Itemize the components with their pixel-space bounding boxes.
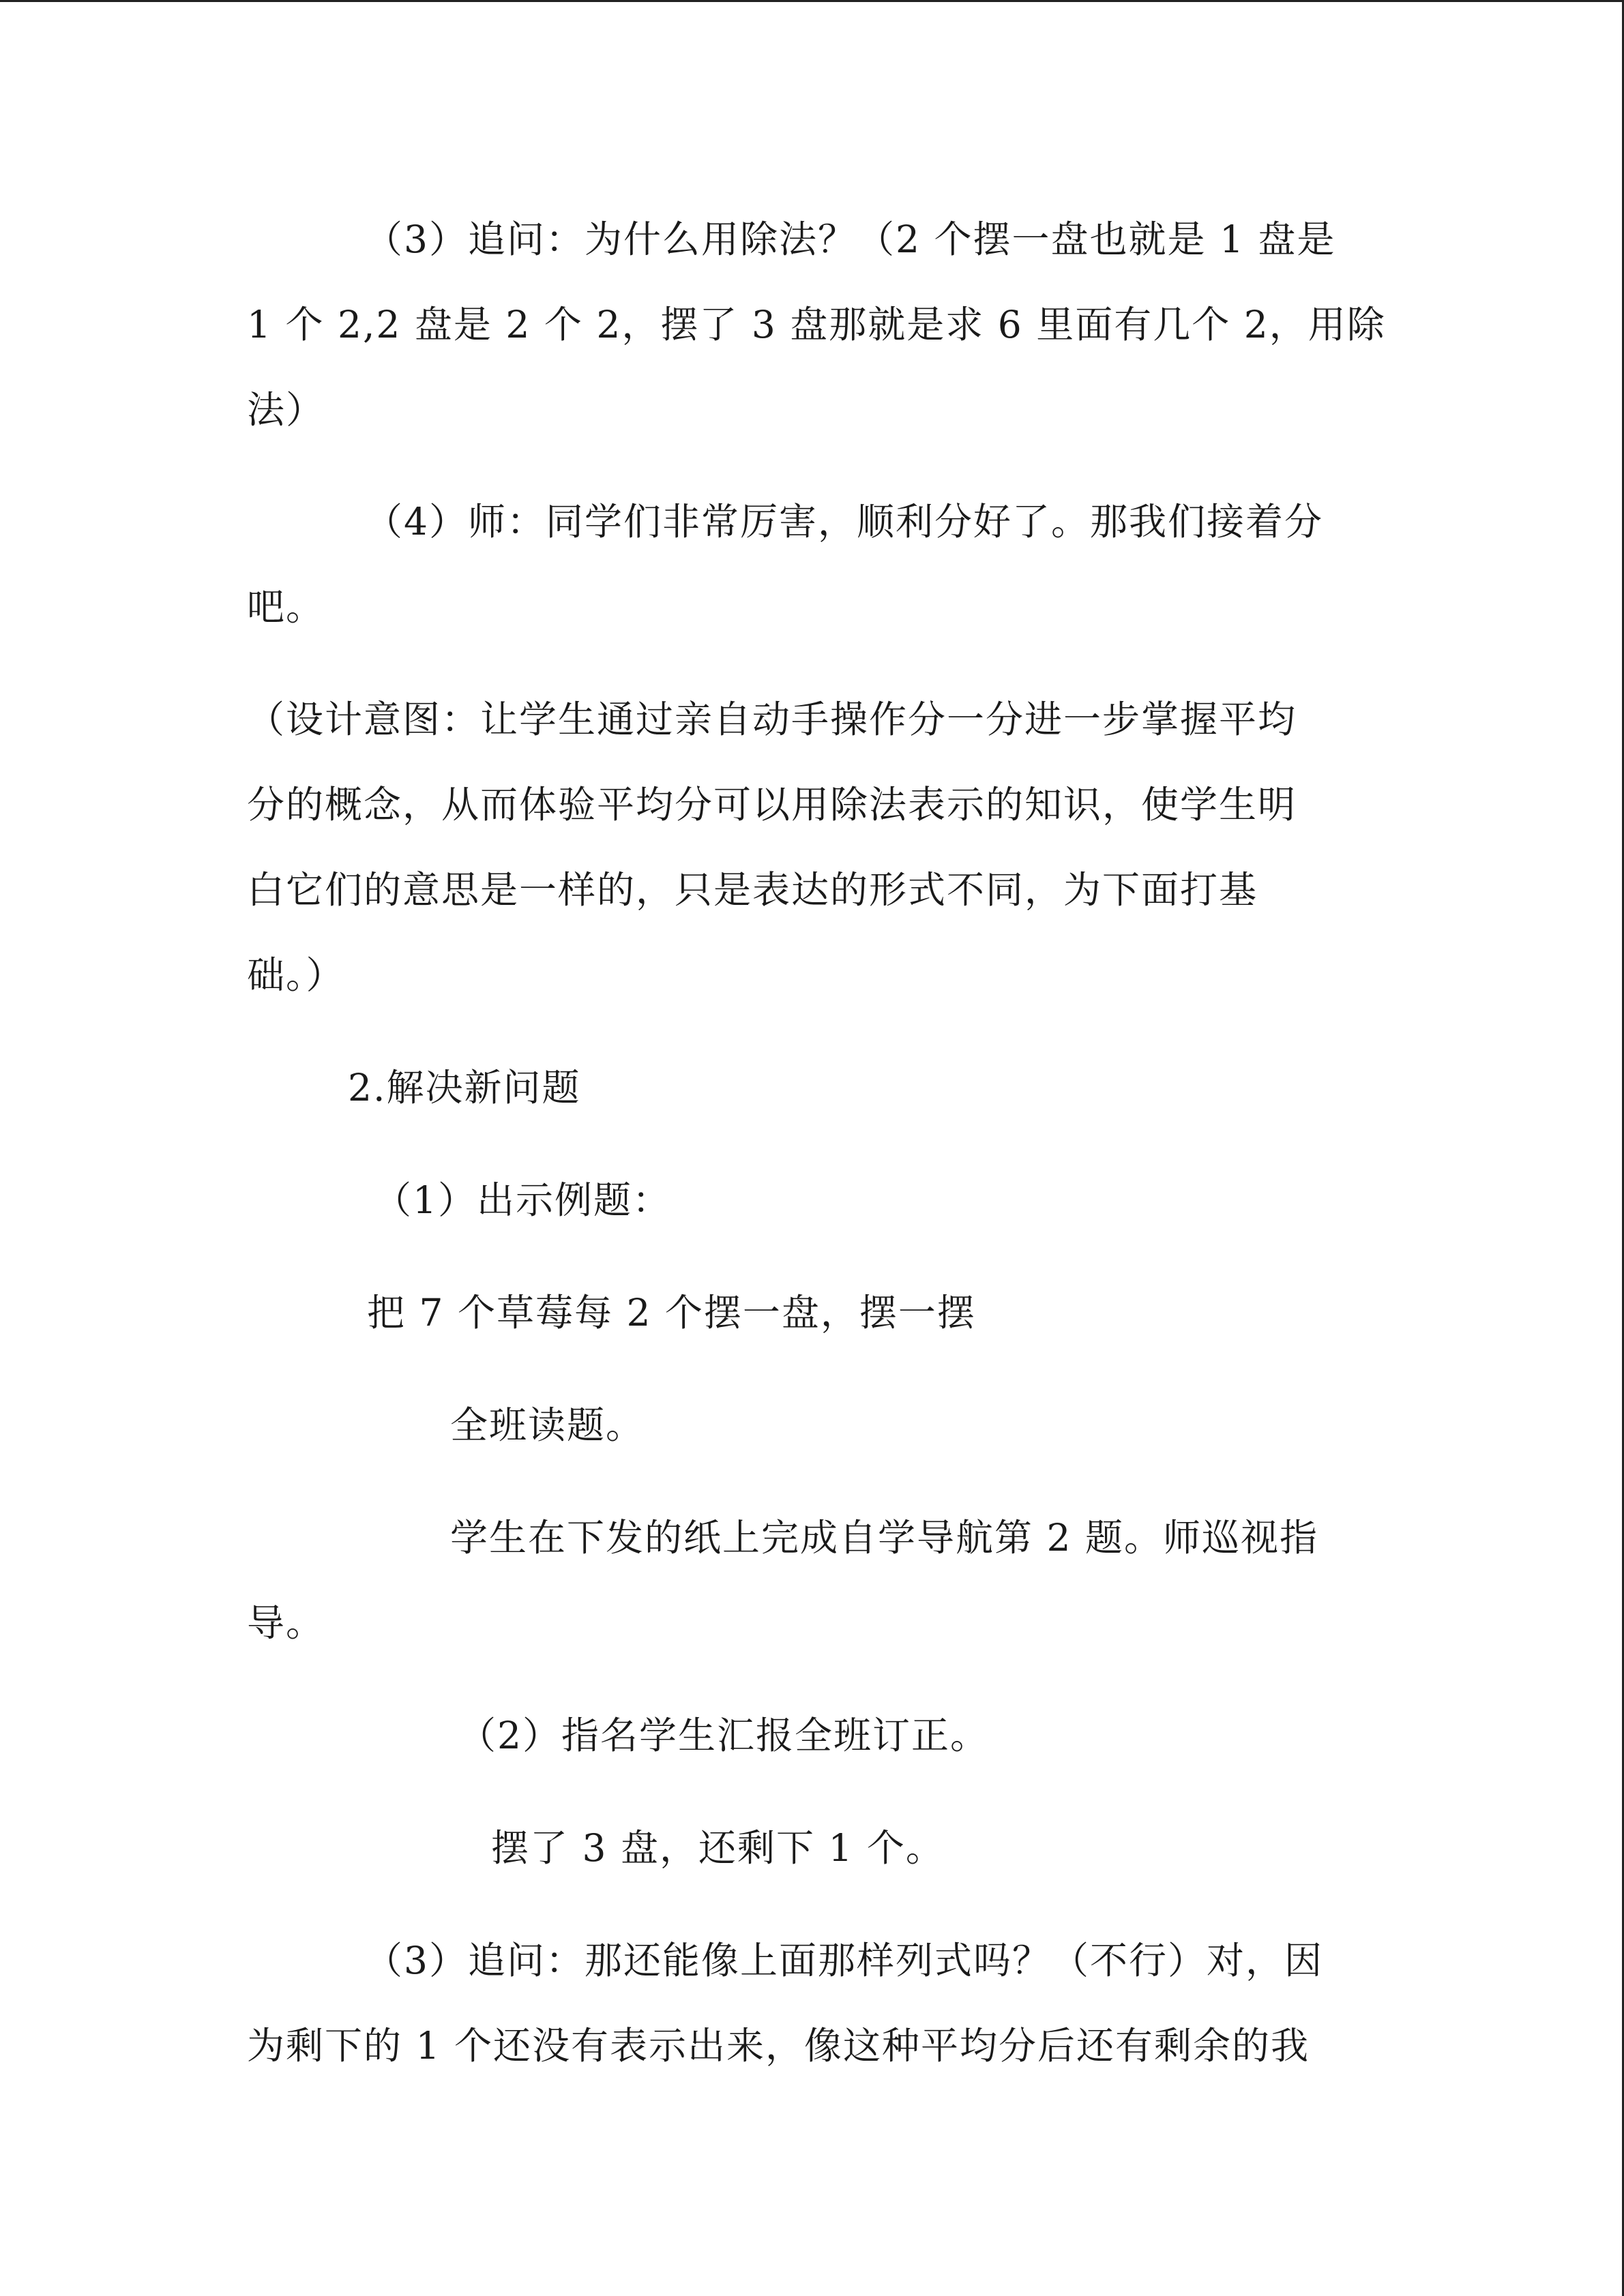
class-reading: 全班读题。 <box>450 1403 645 1447</box>
student-task-line-2: 导。 <box>247 1601 325 1645</box>
example-problem: 把 7 个草莓每 2 个摆一盘，摆一摆 <box>367 1291 976 1335</box>
design-intent-line-1: （设计意图：让学生通过亲自动手操作分一分进一步掌握平均 <box>247 698 1297 741</box>
section-heading: 2.解决新问题 <box>348 1066 581 1109</box>
example-label: （1）出示例题： <box>374 1178 671 1222</box>
text-line-4: （4）师：同学们非常厉害，顺利分好了。那我们接着分 <box>365 500 1323 543</box>
text-line-3: 法） <box>247 388 325 432</box>
design-intent-line-4: 础。） <box>247 953 345 997</box>
design-intent-line-2: 分的概念，从而体验平均分可以用除法表示的知识，使学生明 <box>247 783 1297 826</box>
text-line-5: 吧。 <box>247 585 325 629</box>
follow-up-line-2: 为剩下的 1 个还没有表示出来，像这种平均分后还有剩余的我 <box>247 2024 1310 2068</box>
result-statement: 摆了 3 盘，还剩下 1 个。 <box>491 1826 945 1870</box>
follow-up-line-1: （3）追问：那还能像上面那样列式吗？（不行）对，因 <box>365 1939 1323 1982</box>
text-line-1: （3）追问：为什么用除法？（2 个摆一盘也就是 1 盘是 <box>365 218 1336 261</box>
report-correction: （2）指名学生汇报全班订正。 <box>458 1714 989 1757</box>
student-task-line-1: 学生在下发的纸上完成自学导航第 2 题。师巡视指 <box>450 1516 1318 1560</box>
text-line-2: 1 个 2,2 盘是 2 个 2，摆了 3 盘那就是求 6 里面有几个 2，用除 <box>247 303 1386 346</box>
design-intent-line-3: 白它们的意思是一样的，只是表达的形式不同，为下面打基 <box>247 868 1258 912</box>
